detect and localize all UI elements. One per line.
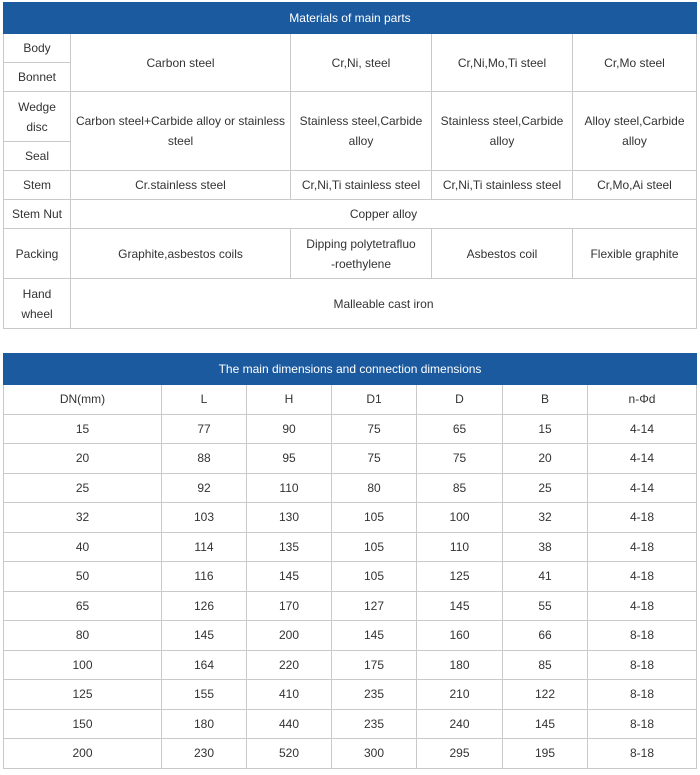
table-cell: 66	[503, 621, 588, 651]
table-cell: 65	[4, 591, 162, 621]
label-body: Body	[4, 34, 71, 63]
column-header: L	[162, 385, 247, 415]
table-cell: 160	[417, 621, 503, 651]
table-row	[4, 739, 697, 769]
table-cell: 20	[4, 444, 162, 474]
table-cell: 88	[162, 444, 247, 474]
table-cell: 230	[162, 739, 247, 769]
dimensions-table	[3, 353, 697, 769]
stem-nut-material: Copper alloy	[71, 200, 697, 229]
body-bonnet-material: Cr,Ni, steel	[291, 34, 432, 92]
table-row	[4, 621, 697, 651]
table-row	[4, 532, 697, 562]
table-cell: 4-18	[588, 562, 697, 592]
table-row	[4, 444, 697, 474]
wedge-seal-material: Stainless steel,Carbide alloy	[432, 92, 573, 171]
table-cell: 220	[247, 650, 332, 680]
column-header: D	[417, 385, 503, 415]
table-cell: 80	[332, 473, 417, 503]
label-stem: Stem	[4, 171, 71, 200]
materials-table	[3, 2, 697, 329]
table-row	[4, 562, 697, 592]
table-cell: 210	[417, 680, 503, 710]
stem-material: Cr,Mo,Ai steel	[573, 171, 697, 200]
table-cell: 200	[4, 739, 162, 769]
label-seal: Seal	[4, 142, 71, 171]
table-cell: 8-18	[588, 680, 697, 710]
table-cell: 80	[4, 621, 162, 651]
table-cell: 164	[162, 650, 247, 680]
table-cell: 180	[417, 650, 503, 680]
table-cell: 235	[332, 680, 417, 710]
packing-material: Flexible graphite	[573, 229, 697, 279]
table-cell: 145	[332, 621, 417, 651]
dimensions-title: The main dimensions and connection dimensions	[4, 354, 697, 385]
table-cell: 50	[4, 562, 162, 592]
table-cell: 75	[332, 414, 417, 444]
table-cell: 15	[4, 414, 162, 444]
table-cell: 25	[4, 473, 162, 503]
label-bonnet: Bonnet	[4, 63, 71, 92]
table-cell: 32	[503, 503, 588, 533]
table-cell: 122	[503, 680, 588, 710]
table-cell: 135	[247, 532, 332, 562]
table-cell: 127	[332, 591, 417, 621]
table-cell: 75	[332, 444, 417, 474]
table-row	[4, 650, 697, 680]
table-cell: 116	[162, 562, 247, 592]
table-cell: 20	[503, 444, 588, 474]
table-cell: 126	[162, 591, 247, 621]
table-cell: 114	[162, 532, 247, 562]
table-cell: 110	[247, 473, 332, 503]
table-cell: 41	[503, 562, 588, 592]
table-cell: 125	[417, 562, 503, 592]
table-cell: 155	[162, 680, 247, 710]
table-cell: 235	[332, 709, 417, 739]
body-bonnet-material: Carbon steel	[71, 34, 291, 92]
column-header: B	[503, 385, 588, 415]
table-cell: 125	[4, 680, 162, 710]
table-row	[4, 414, 697, 444]
table-cell: 105	[332, 503, 417, 533]
table-cell: 38	[503, 532, 588, 562]
table-cell: 55	[503, 591, 588, 621]
packing-material: Asbestos coil	[432, 229, 573, 279]
table-cell: 145	[417, 591, 503, 621]
table-cell: 200	[247, 621, 332, 651]
table-cell: 110	[417, 532, 503, 562]
table-cell: 145	[503, 709, 588, 739]
table-cell: 4-18	[588, 591, 697, 621]
table-cell: 4-14	[588, 414, 697, 444]
table-cell: 8-18	[588, 739, 697, 769]
table-cell: 410	[247, 680, 332, 710]
label-packing: Packing	[4, 229, 71, 279]
table-cell: 105	[332, 532, 417, 562]
column-header: H	[247, 385, 332, 415]
table-cell: 100	[417, 503, 503, 533]
table-cell: 15	[503, 414, 588, 444]
table-cell: 65	[417, 414, 503, 444]
table-cell: 40	[4, 532, 162, 562]
packing-material: Dipping polytetrafluo -roethylene	[291, 229, 432, 279]
table-cell: 170	[247, 591, 332, 621]
wedge-seal-material: Carbon steel+Carbide alloy or stainless steel	[71, 92, 291, 171]
table-cell: 8-18	[588, 709, 697, 739]
packing-material: Graphite,asbestos coils	[71, 229, 291, 279]
table-cell: 300	[332, 739, 417, 769]
table-row	[4, 503, 697, 533]
table-cell: 105	[332, 562, 417, 592]
table-row	[4, 473, 697, 503]
column-header: D1	[332, 385, 417, 415]
label-stem-nut: Stem Nut	[4, 200, 71, 229]
table-cell: 85	[417, 473, 503, 503]
stem-material: Cr.stainless steel	[71, 171, 291, 200]
header-row	[4, 385, 697, 415]
table-cell: 8-18	[588, 621, 697, 651]
table-cell: 145	[162, 621, 247, 651]
table-cell: 4-14	[588, 473, 697, 503]
table-cell: 75	[417, 444, 503, 474]
table-cell: 25	[503, 473, 588, 503]
table-cell: 180	[162, 709, 247, 739]
table-cell: 90	[247, 414, 332, 444]
stem-material: Cr,Ni,Ti stainless steel	[291, 171, 432, 200]
body-bonnet-material: Cr,Ni,Mo,Ti steel	[432, 34, 573, 92]
table-cell: 92	[162, 473, 247, 503]
table-cell: 85	[503, 650, 588, 680]
table-cell: 100	[4, 650, 162, 680]
table-row	[4, 591, 697, 621]
table-cell: 240	[417, 709, 503, 739]
wedge-seal-material: Stainless steel,Carbide alloy	[291, 92, 432, 171]
column-header: n-Φd	[588, 385, 697, 415]
table-cell: 150	[4, 709, 162, 739]
table-cell: 4-14	[588, 444, 697, 474]
table-cell: 95	[247, 444, 332, 474]
stem-material: Cr,Ni,Ti stainless steel	[432, 171, 573, 200]
column-header: DN(mm)	[4, 385, 162, 415]
table-cell: 77	[162, 414, 247, 444]
wedge-seal-material: Alloy steel,Carbide alloy	[573, 92, 697, 171]
table-cell: 295	[417, 739, 503, 769]
table-cell: 520	[247, 739, 332, 769]
table-cell: 103	[162, 503, 247, 533]
table-cell: 175	[332, 650, 417, 680]
hand-wheel-material: Malleable cast iron	[71, 279, 697, 329]
table-cell: 4-18	[588, 503, 697, 533]
label-hand-wheel: Hand wheel	[4, 279, 71, 329]
table-cell: 145	[247, 562, 332, 592]
table-row	[4, 680, 697, 710]
table-cell: 8-18	[588, 650, 697, 680]
table-cell: 32	[4, 503, 162, 533]
table-cell: 440	[247, 709, 332, 739]
label-wedge-disc: Wedge disc	[4, 92, 71, 142]
table-row	[4, 709, 697, 739]
table-cell: 4-18	[588, 532, 697, 562]
materials-title: Materials of main parts	[4, 3, 697, 34]
body-bonnet-material: Cr,Mo steel	[573, 34, 697, 92]
table-cell: 195	[503, 739, 588, 769]
table-cell: 130	[247, 503, 332, 533]
